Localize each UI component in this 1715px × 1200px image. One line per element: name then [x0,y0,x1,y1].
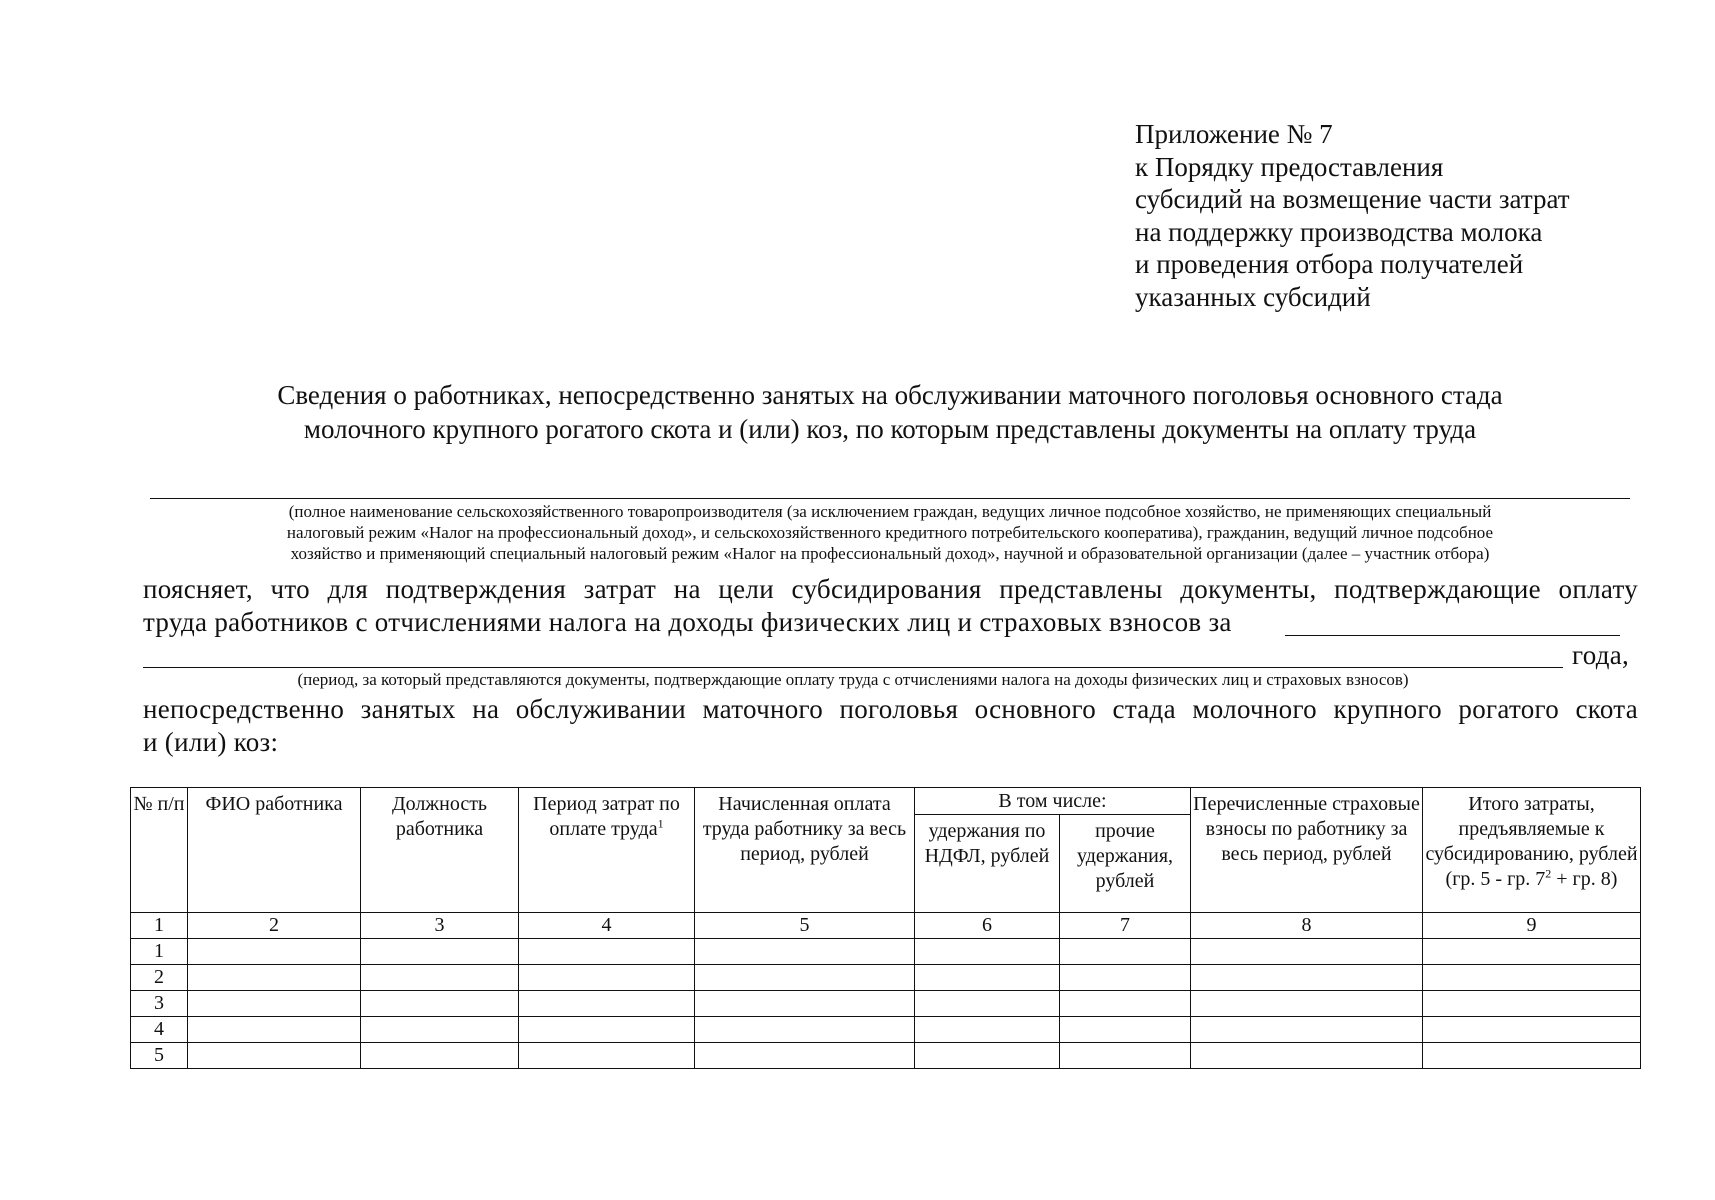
cell[interactable] [519,939,695,965]
header-group-including: В том числе: [915,788,1191,815]
appendix-line: субсидий на возмещение части затрат [1135,184,1570,214]
body-line: и (или) коз: [143,727,279,757]
cell[interactable] [1191,965,1423,991]
row-number: 3 [131,991,188,1017]
cell[interactable] [188,1017,361,1043]
column-number: 4 [519,913,695,939]
column-number: 7 [1060,913,1191,939]
column-number: 8 [1191,913,1423,939]
appendix-line: и проведения отбора получателей [1135,249,1524,279]
body-line: труда работников с отчислениями налога на доходы физических лиц и страховых взносов за [143,607,1232,637]
note-line: налоговый режим «Налог на профессиональный доход», и сельскохозяйственного кредитного потребительского кооператива), гражданин, ведущий личное подсобное [286,523,1494,542]
row-number: 1 [131,939,188,965]
note-line: хозяйство и применяющий специальный налоговый режим «Налог на профессиональный доход», научной и образовательной организации (далее – участник отбора) [290,544,1490,563]
cell[interactable] [1423,1017,1641,1043]
cell[interactable] [695,1043,915,1069]
cell[interactable] [519,991,695,1017]
cell[interactable] [1423,1043,1641,1069]
header-total [1423,788,1641,913]
body-line: непосредственно занятых на обслуживании маточного поголовья основного стада молочного крупного рогатого скота [143,694,1638,724]
cell[interactable] [1423,939,1641,965]
title-line: молочного крупного рогатого скота и (или) коз, по которым представлены документы на оплату труда [303,414,1477,444]
cell[interactable] [188,1043,361,1069]
table-row [131,1043,1641,1069]
header-insurance: Перечисленные страховые взносы по работнику за весь период, рублей [1191,788,1423,913]
year-label: года, [1572,640,1630,670]
column-number: 3 [361,913,519,939]
period-field-end[interactable] [1285,635,1620,636]
cell[interactable] [188,965,361,991]
appendix-line: на поддержку производства молока [1135,216,1543,247]
employees-table [130,787,1641,1069]
appendix-line: указанных субсидий [1135,281,1371,312]
cell[interactable] [695,965,915,991]
header-period [519,788,695,913]
cell[interactable] [695,991,915,1017]
cell[interactable] [1060,965,1191,991]
cell[interactable] [1423,965,1641,991]
table-row [131,991,1641,1017]
table-row [131,939,1641,965]
header-number: № п/п [131,788,188,913]
appendix-block [1135,118,1695,313]
appendix-line: Приложение № 7 [1135,119,1333,149]
footnote-marker: 1 [657,816,664,831]
producer-name-note [145,501,1635,564]
table-row [131,1017,1641,1043]
cell[interactable] [1060,939,1191,965]
note-line: (полное наименование сельскохозяйственного товаропроизводителя (за исключением граждан, ведущих личное подсобное хозяйство, не применяющих специальный [288,502,1492,521]
header-employee-name: ФИО работника [188,788,361,913]
cell[interactable] [361,939,519,965]
cell[interactable] [361,1043,519,1069]
column-number: 5 [695,913,915,939]
cell[interactable] [188,991,361,1017]
cell[interactable] [1191,1043,1423,1069]
formula-part: + гр. 8) [1551,868,1618,890]
table-row [131,965,1641,991]
column-number: 9 [1423,913,1641,939]
header-accrued-pay: Начисленная оплата труда работнику за весь период, рублей [695,788,915,913]
cell[interactable] [915,1043,1060,1069]
cell[interactable] [915,991,1060,1017]
header-ndfl: удержания по НДФЛ, рублей [915,815,1060,913]
cell[interactable] [519,965,695,991]
cell[interactable] [361,965,519,991]
cell[interactable] [915,939,1060,965]
cell[interactable] [361,1017,519,1043]
cell[interactable] [915,1017,1060,1043]
cell[interactable] [915,965,1060,991]
period-note: (период, за который представляются документы, подтверждающие оплату труда с отчислениями налога на доходы физических лиц и страховых взносов) [297,670,1409,689]
cell[interactable] [361,991,519,1017]
document-title [150,378,1630,446]
row-number: 5 [131,1043,188,1069]
cell[interactable] [188,939,361,965]
cell[interactable] [1060,991,1191,1017]
cell[interactable] [519,1043,695,1069]
cell[interactable] [519,1017,695,1043]
cell[interactable] [695,1017,915,1043]
cell[interactable] [1191,1017,1423,1043]
cell[interactable] [1423,991,1641,1017]
title-line: Сведения о работниках, непосредственно занятых на обслуживании маточного поголовья основного стада [277,380,1503,410]
formula-part: (гр. 5 - гр. 7 [1445,868,1546,890]
row-number: 4 [131,1017,188,1043]
appendix-line: к Порядку предоставления [1135,151,1444,182]
cell[interactable] [1060,1017,1191,1043]
cell[interactable] [1191,991,1423,1017]
header-period-text: Период затрат по оплате труда [533,793,680,840]
header-position: Должность работника [361,788,519,913]
header-total-text: Итого затраты, предъявляемые к субсидированию, рублей [1425,793,1638,865]
header-total-formula [1423,867,1640,892]
row-number: 2 [131,965,188,991]
body-line: поясняет, что для подтверждения затрат на цели субсидирования представлены документы, подтверждающие оплату [143,574,1638,604]
column-number: 1 [131,913,188,939]
cell[interactable] [1191,939,1423,965]
producer-name-field[interactable] [150,498,1630,499]
column-number: 6 [915,913,1060,939]
cell[interactable] [1060,1043,1191,1069]
cell[interactable] [695,939,915,965]
header-other-deductions: прочие удержания, рублей [1060,815,1191,913]
period-field[interactable] [143,667,1563,668]
column-number: 2 [188,913,361,939]
footnote-marker: 2 [1545,866,1552,881]
